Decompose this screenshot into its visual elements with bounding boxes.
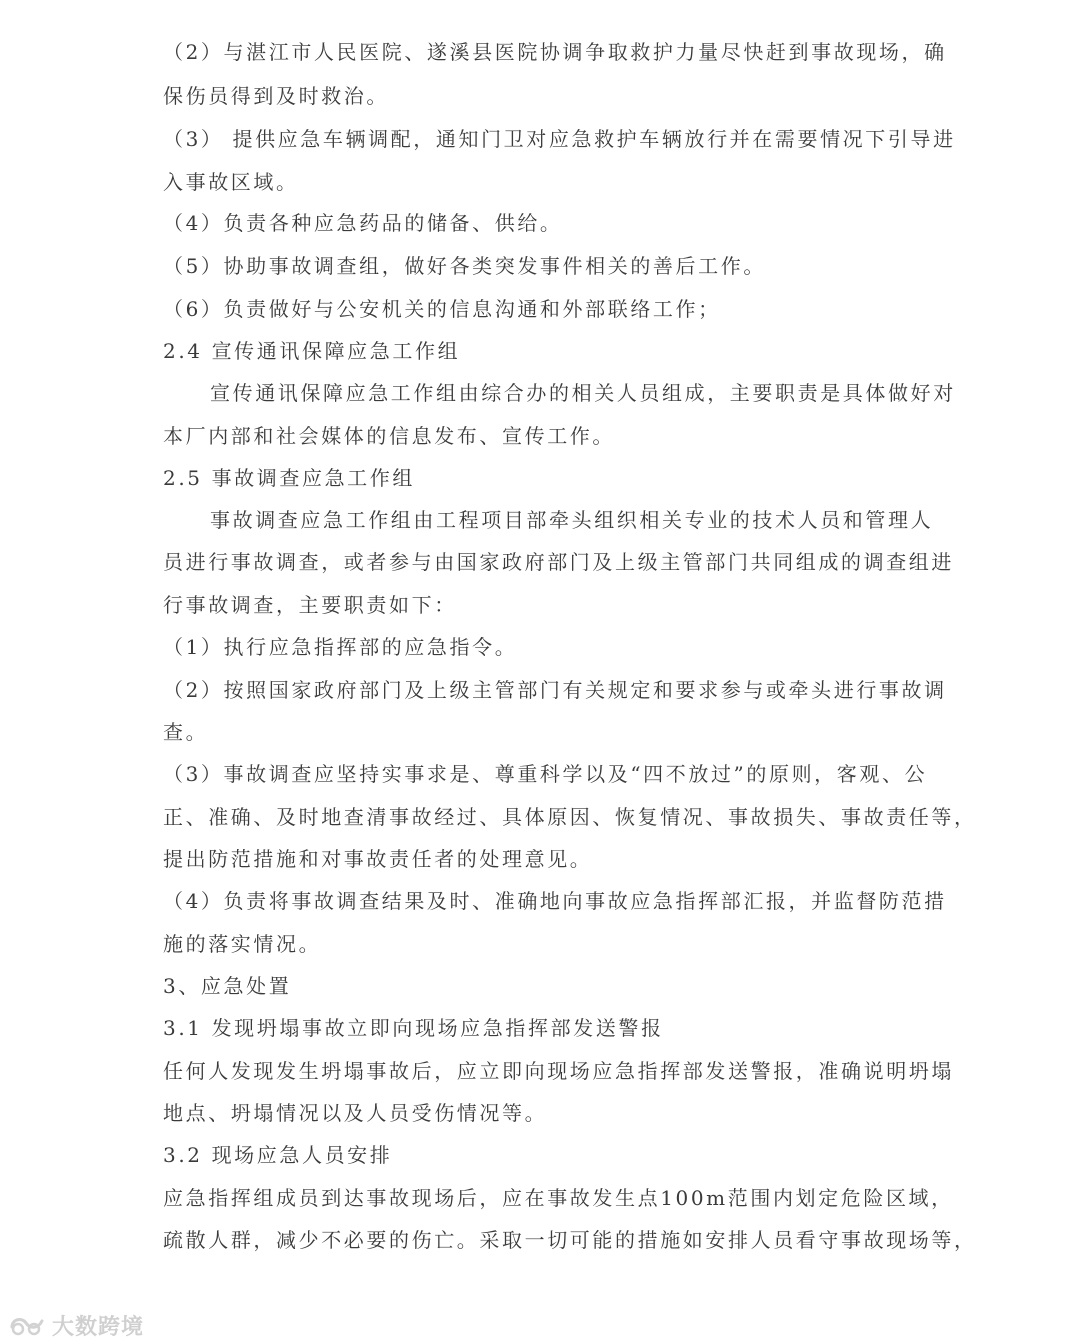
text-line: 保伤员得到及时救治。 [163,84,389,108]
text-line: （4）负责各种应急药品的储备、供给。 [163,211,563,235]
text-line: （6）负责做好与公安机关的信息沟通和外部联络工作； [163,297,721,321]
section-heading: 3.1 发现坍塌事故立即向现场应急指挥部发送警报 [163,1016,664,1040]
text-line: 地点、坍塌情况以及人员受伤情况等。 [163,1101,548,1125]
text-line: 入事故区域。 [163,170,299,194]
text-line: 应急指挥组成员到达事故现场后，应在事故发生点100m范围内划定危险区域， [163,1186,954,1210]
text-line: （5）协助事故调查组，做好各类突发事件相关的善后工作。 [163,254,766,278]
text-line: 事故调查应急工作组由工程项目部牵头组织相关专业的技术人员和管理人 [210,508,934,532]
text-line: 施的落实情况。 [163,932,322,956]
watermark-text: 大数跨境 [52,1314,145,1340]
text-line: （2）按照国家政府部门及上级主管部门有关规定和要求参与或牵头进行事故调 [163,678,947,702]
text-line: （1）执行应急指挥部的应急指令。 [163,635,518,659]
text-line: 任何人发现发生坍塌事故后，应立即向现场应急指挥部发送警报，准确说明坍塌 [163,1059,954,1083]
text-line: （3） 提供应急车辆调配，通知门卫对应急救护车辆放行并在需要情况下引导进 [163,127,956,151]
text-line: 员进行事故调查，或者参与由国家政府部门及上级主管部门共同组成的调查组进 [163,550,954,574]
text-line: 查。 [163,720,209,744]
section-heading: 3.2 现场应急人员安排 [163,1143,393,1167]
section-heading: 2.5 事故调查应急工作组 [163,466,415,490]
section-heading: 3、应急处置 [163,974,292,998]
brand-logo-icon [8,1313,48,1337]
watermark [8,1310,144,1340]
text-line: 正、准确、及时地查清事故经过、具体原因、恢复情况、事故损失、事故责任等， [163,805,977,829]
text-line: 行事故调查，主要职责如下： [163,593,457,617]
text-line: （3）事故调查应坚持实事求是、尊重科学以及“四不放过”的原则，客观、公 [163,762,928,786]
text-line: （4）负责将事故调查结果及时、准确地向事故应急指挥部汇报，并监督防范措 [163,889,947,913]
text-line: 疏散人群，减少不必要的伤亡。采取一切可能的措施如安排人员看守事故现场等， [163,1228,977,1252]
text-line: 提出防范措施和对事故责任者的处理意见。 [163,847,593,871]
section-heading: 2.4 宣传通讯保障应急工作组 [163,339,461,363]
text-line: （2）与湛江市人民医院、遂溪县医院协调争取救护力量尽快赶到事故现场，确 [163,40,947,64]
text-line: 本厂内部和社会媒体的信息发布、宣传工作。 [163,424,615,448]
text-line: 宣传通讯保障应急工作组由综合办的相关人员组成，主要职责是具体做好对 [210,381,956,405]
